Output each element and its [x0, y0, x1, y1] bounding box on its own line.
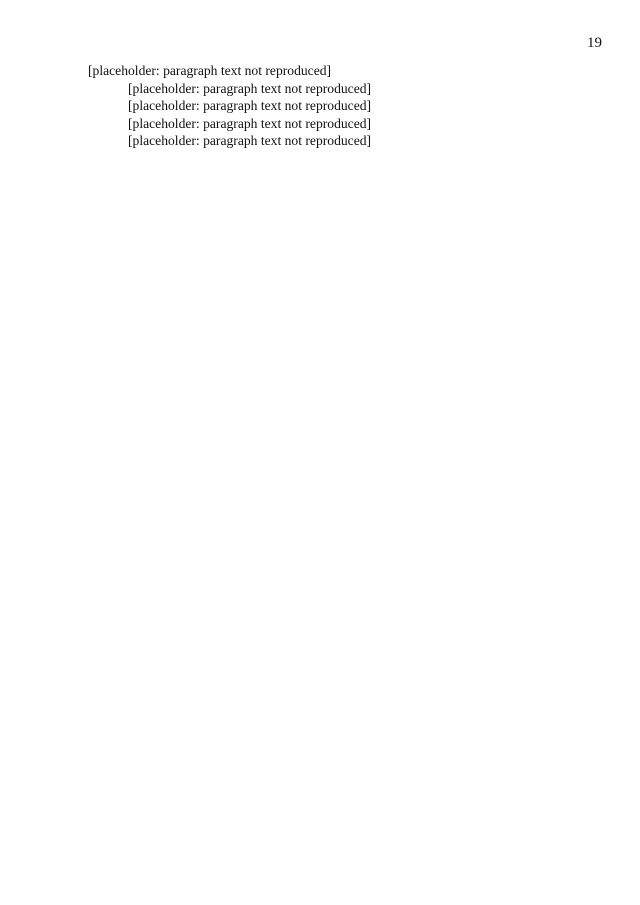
paragraph: [placeholder: paragraph text not reproduced]	[88, 63, 332, 78]
paragraph: [placeholder: paragraph text not reproduced]	[128, 133, 372, 148]
paragraph: [placeholder: paragraph text not reproduced]	[128, 80, 372, 96]
document-body	[88, 62, 600, 150]
paragraph: [placeholder: paragraph text not reproduced]	[128, 115, 372, 131]
page-number: 19	[587, 35, 602, 51]
paragraph: [placeholder: paragraph text not reproduced]	[128, 98, 372, 113]
